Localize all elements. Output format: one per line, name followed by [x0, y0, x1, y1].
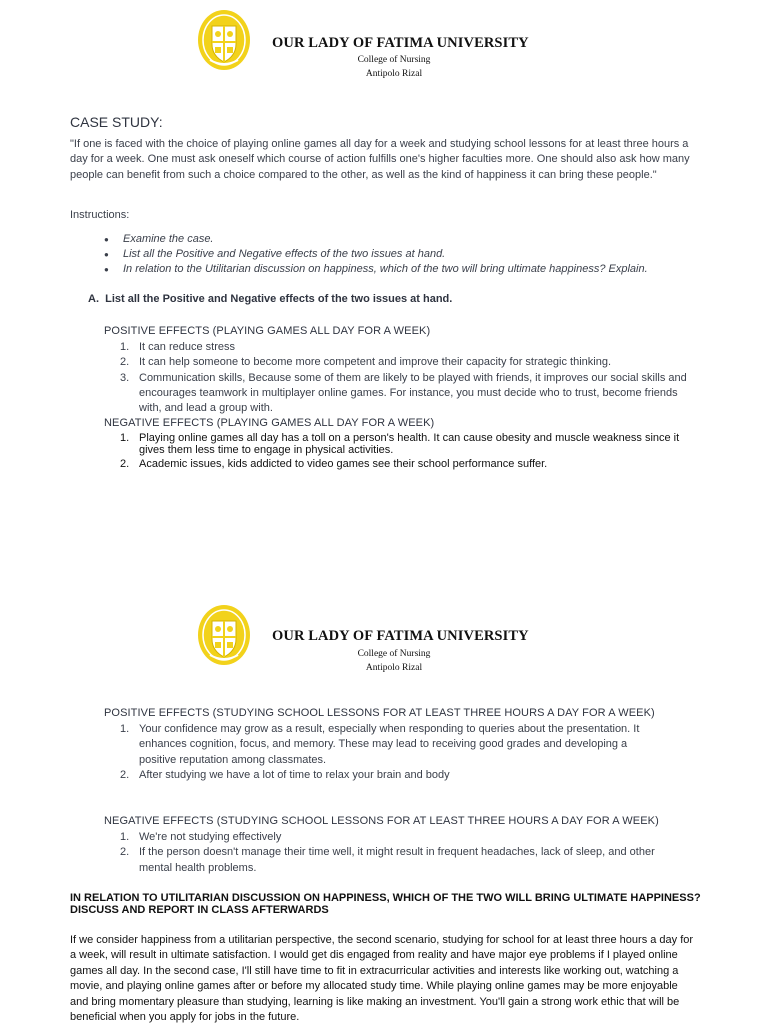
- university-seal-icon: [196, 603, 252, 667]
- games-negative-list: [120, 432, 685, 470]
- study-positive-heading: POSITIVE EFFECTS (STUDYING SCHOOL LESSONS FOR AT LEAST THREE HOURS A DAY FOR A WEEK): [104, 707, 655, 719]
- instructions-label: Instructions:: [70, 209, 130, 221]
- list-item: ● In relation to the Utilitarian discussion on happiness, which of the two will bring ultimate happiness? Explain.: [104, 262, 648, 277]
- list-item: 1. Playing online games all day has a toll on a person's health. It can cause obesity and muscle weakness since it gives them less time to engage in physical activities.: [120, 432, 680, 456]
- university-seal-icon: [196, 8, 252, 72]
- section-marker: A.: [88, 293, 99, 305]
- college-name: College of Nursing: [357, 55, 431, 65]
- list-item: 1. We're not studying effectively: [120, 831, 282, 843]
- college-location: Antipolo Rizal: [365, 663, 423, 673]
- utilitarian-answer: If we consider happiness from a utilitarian perspective, the second scenario, studying for school for at least three hours a day for a week, will result in ultimate satisfaction. I would get dis engaged from reality and have major eye problems if I played online games all day. In the second case, I'll still have time to fit in extracurricular activities and interests like working out, watching a movie, and playing online games after or before my allocated study time. While playing online games may be more enjoyable and bring momentary pleasure than studying, learning is like making an investment. You'll gain a strong work ethic that will be beneficial when you apply for jobs in the future.: [70, 934, 694, 1024]
- study-negative-list: [120, 830, 685, 876]
- utilitarian-question: IN RELATION TO UTILITARIAN DISCUSSION ON HAPPINESS, WHICH OF THE TWO WILL BRING ULTIMATE HAPPINESS? DISCUSS AND REPORT IN CLASS AFTERWARDS: [70, 892, 701, 916]
- games-positive-heading: POSITIVE EFFECTS (PLAYING GAMES ALL DAY FOR A WEEK): [104, 325, 431, 337]
- university-name: OUR LADY OF FATIMA UNIVERSITY: [272, 35, 529, 51]
- university-name: OUR LADY OF FATIMA UNIVERSITY: [272, 628, 529, 644]
- section-title: List all the Positive and Negative effects of the two issues at hand.: [105, 293, 453, 305]
- games-negative-heading: NEGATIVE EFFECTS (PLAYING GAMES ALL DAY FOR A WEEK): [104, 417, 435, 429]
- study-negative-heading: NEGATIVE EFFECTS (STUDYING SCHOOL LESSONS FOR AT LEAST THREE HOURS A DAY FOR A WEEK): [104, 815, 659, 827]
- games-positive-list: [120, 340, 700, 416]
- case-study-title: CASE STUDY:: [70, 114, 163, 130]
- list-item: 1. It can reduce stress: [120, 341, 235, 353]
- list-item: 2. If the person doesn't manage their time well, it might result in frequent headaches, lack of sleep, and other mental health problems.: [120, 846, 655, 874]
- list-item: ● List all the Positive and Negative effects of the two issues at hand.: [104, 247, 648, 262]
- list-item: ● Examine the case.: [104, 232, 648, 247]
- college-name: College of Nursing: [357, 649, 431, 659]
- college-location: Antipolo Rizal: [365, 69, 423, 79]
- list-item: 1. Your confidence may grow as a result, especially when responding to queries about the presentation. It enhances cognition, focus, and memory. These may lead to receiving good grades and developing a positive reputation among classmates.: [120, 723, 640, 766]
- case-study-text: "If one is faced with the choice of playing online games all day for a week and studying school lessons for at least three hours a day for a week. One must ask oneself which course of action fulfills one's higher faculties more. One should also ask how many people can benefit from such a choice compared to the other, as well as the kind of happiness it can bring these people.": [70, 138, 690, 181]
- list-item: 2. It can help someone to become more competent and improve their capacity for strategic thinking.: [120, 356, 612, 369]
- instructions-list: [104, 232, 648, 278]
- list-item: 3. Communication skills, Because some of them are likely to be played with friends, it improves our social skills and encourages teamwork in multiplayer online games. For instance, you must decide who to trust, become friends with, and lead a group with.: [120, 371, 687, 415]
- study-positive-list: [120, 722, 665, 783]
- list-item: 2. After studying we have a lot of time to relax your brain and body: [120, 768, 450, 781]
- list-item: 2. Academic issues, kids addicted to video games see their school performance suffer.: [120, 458, 548, 470]
- section-a-heading: [88, 293, 452, 305]
